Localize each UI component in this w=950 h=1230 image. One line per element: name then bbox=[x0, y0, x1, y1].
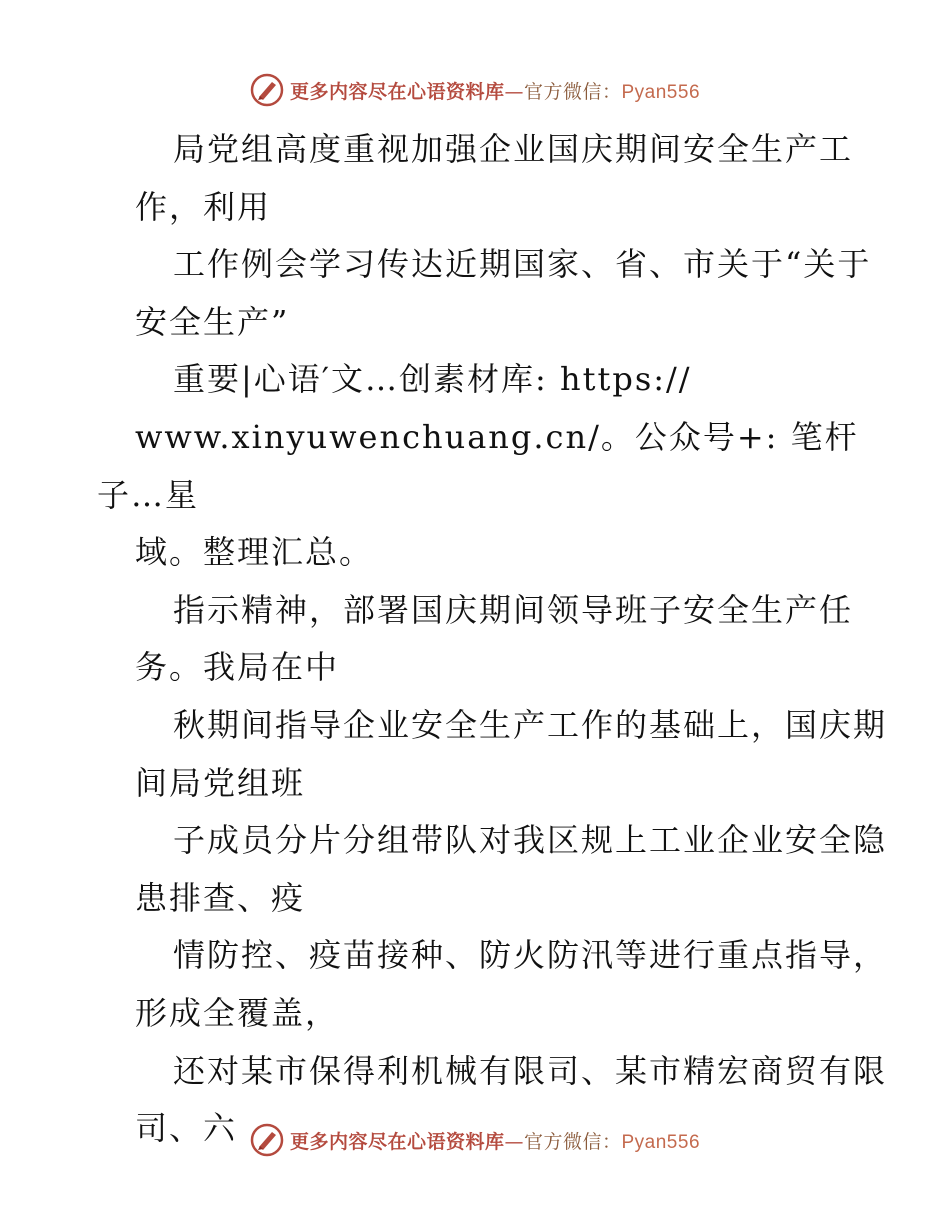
banner-wechat-id: Pyan556 bbox=[621, 1131, 701, 1153]
banner-title: 更多内容尽在心语资料库 bbox=[289, 80, 505, 103]
paragraph-line-1 bbox=[97, 121, 887, 236]
line-first: 还对某市保得利机械有限司、某市精宏商贸有限 bbox=[173, 1051, 888, 1090]
line-first: 局党组高度重视加强企业国庆期间安全生产工 bbox=[173, 130, 854, 168]
paragraph-line-2 bbox=[97, 236, 887, 351]
line-rest: 作，利用 bbox=[135, 187, 272, 226]
line-rest: 间局党组班 bbox=[135, 763, 306, 802]
document-body bbox=[97, 121, 887, 1158]
banner-wechat-label: 官方微信： bbox=[523, 80, 622, 103]
paragraph-line-7 bbox=[97, 927, 887, 1042]
pen-logo-icon bbox=[250, 73, 284, 107]
line-rest: 患排查、疫 bbox=[135, 878, 306, 917]
banner-dash: — bbox=[504, 1130, 524, 1153]
line-first: 工作例会学习传达近期国家、省、市关于“关于 bbox=[173, 245, 872, 284]
paragraph-line-5 bbox=[97, 697, 887, 812]
line-rest: 安全生产” bbox=[135, 302, 290, 341]
banner-dash: — bbox=[504, 80, 524, 103]
line-rest: 务。我局在中 bbox=[135, 648, 340, 687]
line-first: 情防控、疫苗接种、防火防汛等进行重点指导， bbox=[173, 936, 888, 975]
banner-wechat-id: Pyan556 bbox=[621, 81, 701, 103]
banner-wechat-label: 官方微信： bbox=[523, 1130, 622, 1153]
header-banner bbox=[0, 70, 950, 110]
line-first: 指示精神，部署国庆期间领导班子安全生产任 bbox=[173, 590, 854, 629]
paragraph-line-6 bbox=[97, 812, 887, 927]
line-rest: 形成全覆盖， bbox=[135, 993, 340, 1032]
paragraph-line-4 bbox=[97, 582, 887, 697]
line-first: 秋期间指导企业安全生产工作的基础上，国庆期 bbox=[173, 705, 888, 744]
line-rest: 司、六 bbox=[135, 1109, 238, 1148]
pen-logo-icon bbox=[250, 1123, 284, 1157]
line-first: 重要|心语′文…创素材库: https:// bbox=[173, 360, 692, 399]
line-rest-2: 域。整理汇总。 bbox=[135, 533, 374, 572]
line-first: 子成员分片分组带队对我区规上工业企业安全隐 bbox=[173, 821, 888, 860]
banner-title: 更多内容尽在心语资料库 bbox=[289, 1130, 505, 1153]
footer-banner bbox=[0, 1120, 950, 1160]
paragraph-line-3 bbox=[97, 351, 887, 581]
line-rest: www.xinyuwenchuang.cn/。公众号+: 笔杆子…星 bbox=[97, 417, 859, 514]
